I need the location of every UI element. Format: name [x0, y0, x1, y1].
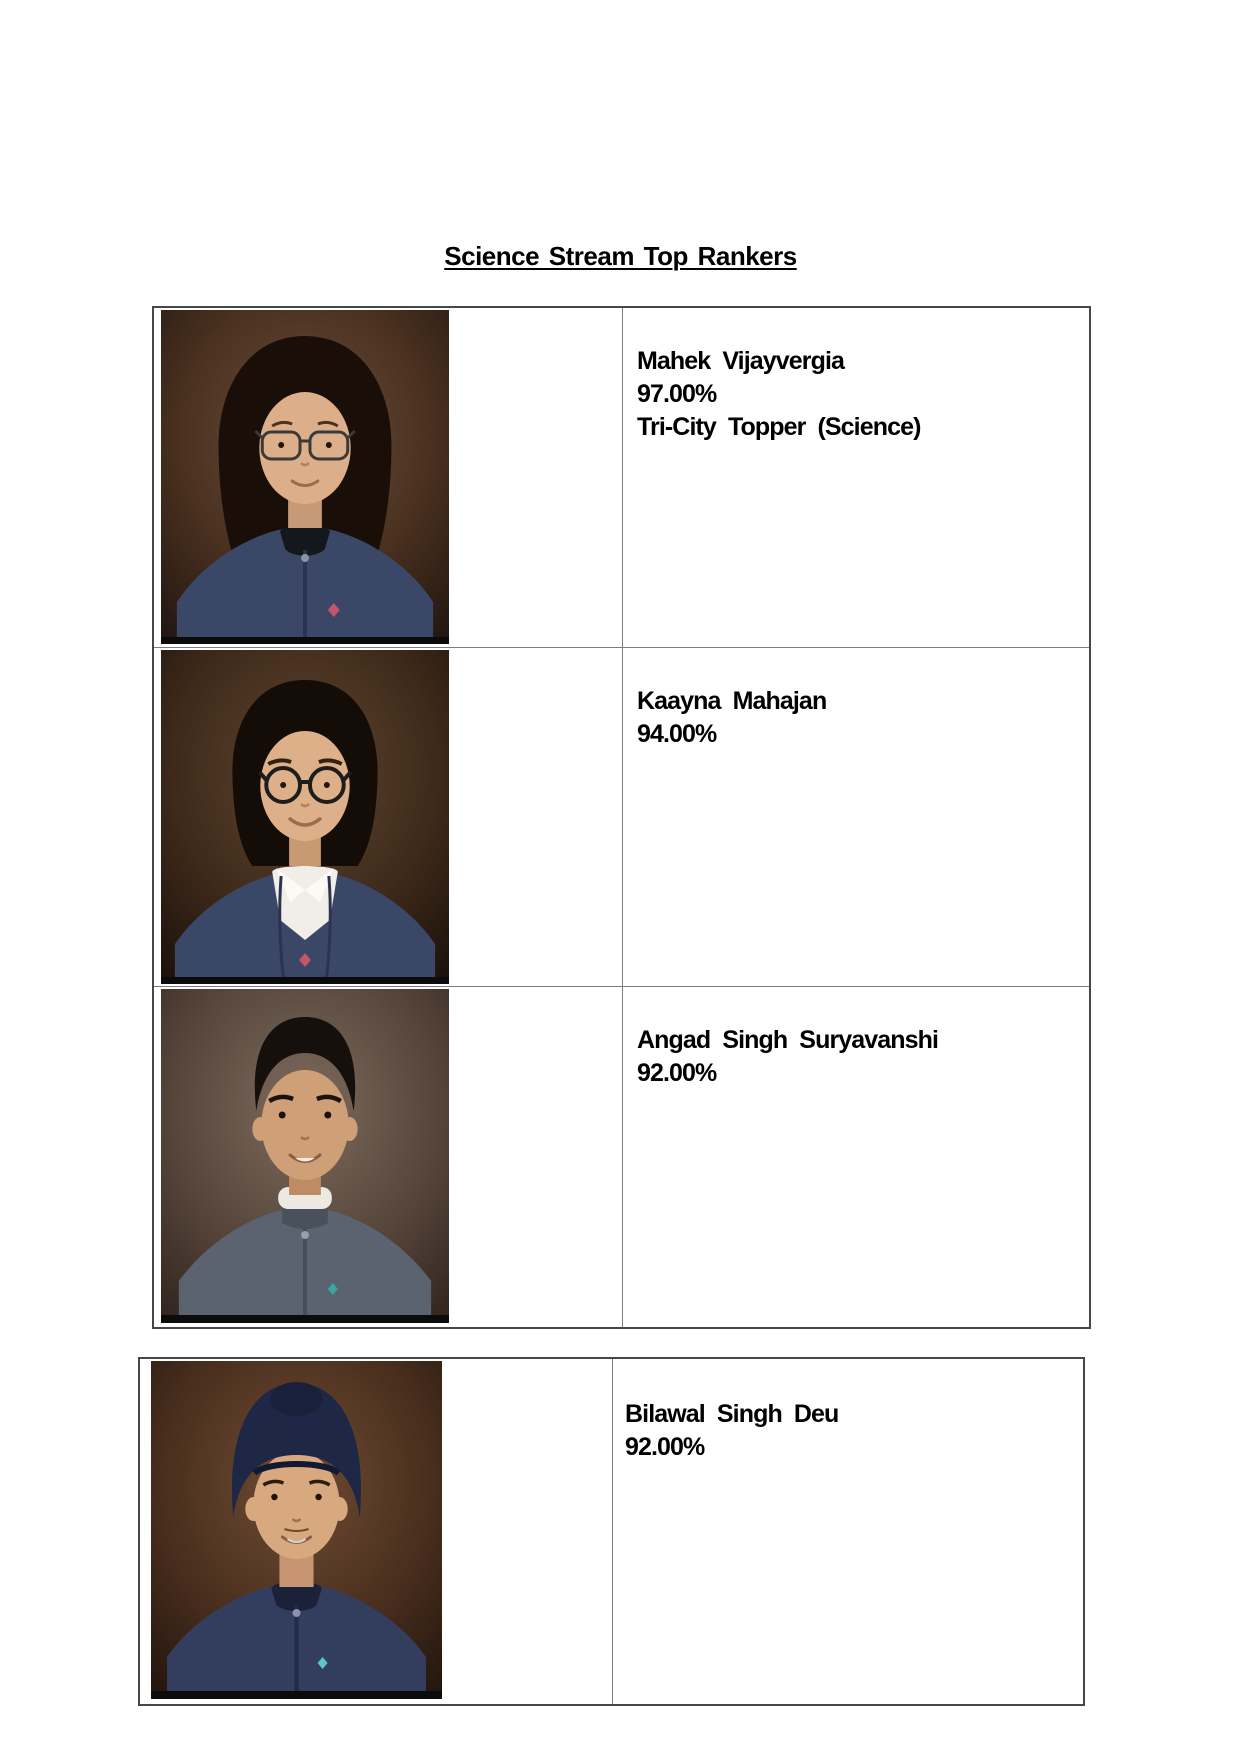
student-photo-bilawal: [151, 1361, 442, 1699]
student-photo-kaayna: [161, 650, 449, 984]
photo-cell: [154, 308, 623, 648]
info-cell: [623, 308, 1089, 648]
student-name: Angad Singh Suryavanshi: [637, 1026, 939, 1055]
photo-cell: [154, 987, 623, 1327]
student-percentage: 92.00%: [625, 1433, 705, 1461]
mahek-portrait-graphic: [161, 310, 449, 644]
rankers-table: [152, 306, 1091, 1329]
page-title: Science Stream Top Rankers: [444, 241, 797, 271]
photo-cell: [154, 648, 623, 988]
rankers-table-continued: [138, 1357, 1085, 1706]
student-note: Tri-City Topper (Science): [637, 413, 921, 441]
student-photo-angad: [161, 989, 449, 1323]
student-name: Bilawal Singh Deu: [625, 1400, 839, 1428]
student-photo-mahek: [161, 310, 449, 644]
student-name: Mahek Vijayvergia: [637, 347, 845, 375]
student-percentage: 92.00%: [637, 1059, 717, 1088]
bilawal-portrait-graphic: [151, 1361, 442, 1699]
angad-portrait-graphic: [161, 989, 449, 1323]
kaayna-portrait-graphic: [161, 650, 449, 984]
student-percentage: 97.00%: [637, 380, 717, 408]
info-cell: [623, 987, 1089, 1327]
photo-cell: [140, 1359, 613, 1704]
info-cell: [613, 1359, 1083, 1704]
student-percentage: 94.00%: [637, 719, 717, 748]
student-name: Kaayna Mahajan: [637, 686, 827, 715]
info-cell: [623, 648, 1089, 988]
